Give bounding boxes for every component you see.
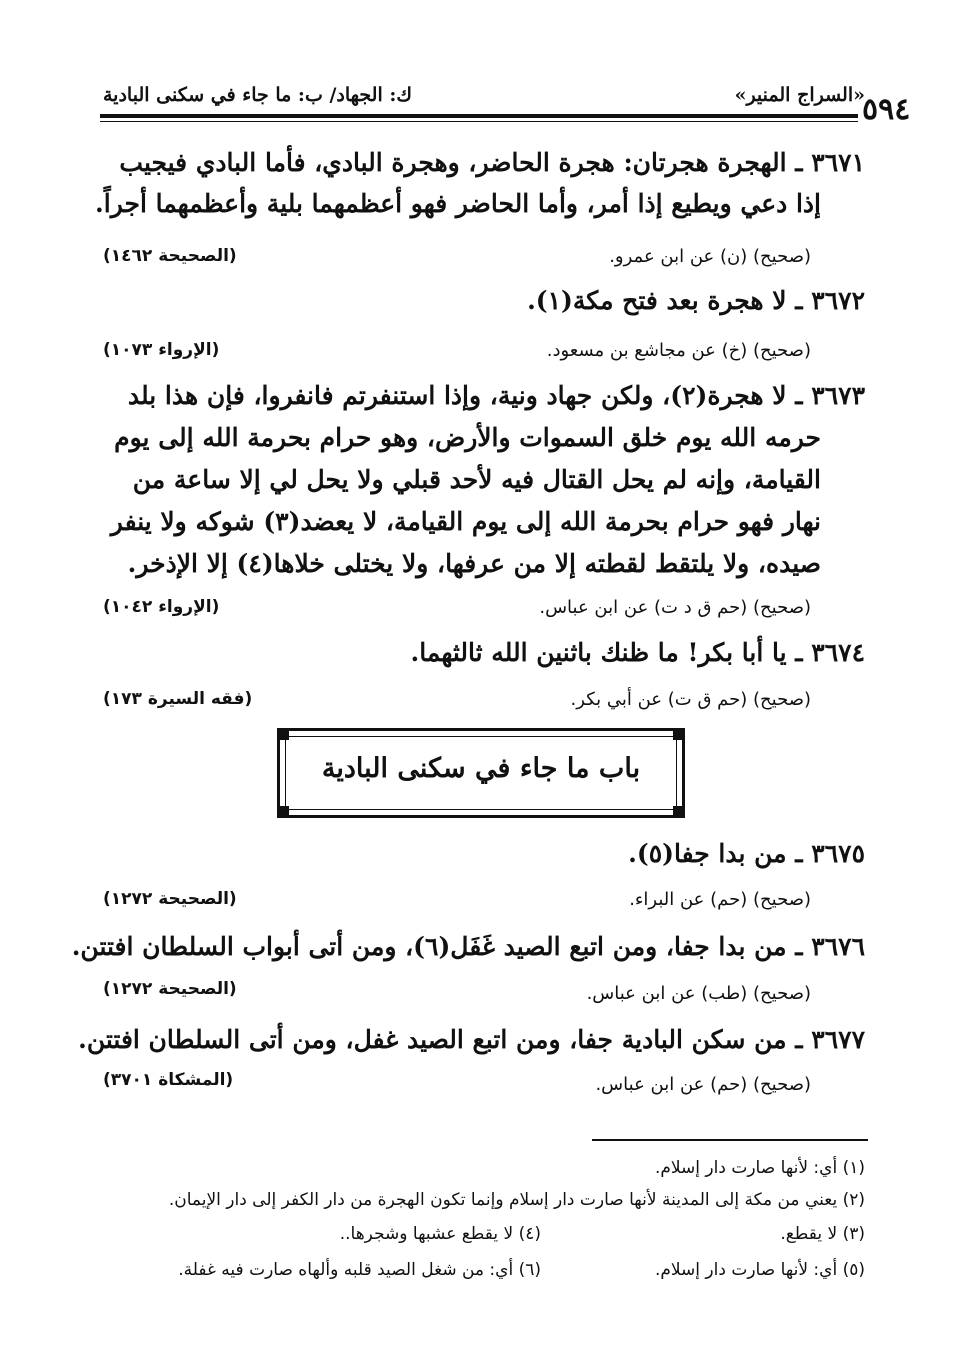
hadith-3671-reference: (الصحيحة ١٤٦٢): [103, 246, 237, 266]
hadith-3673-line-1: ٣٦٧٣ ـ لا هجرة(٢)، ولكن جهاد ونية، وإذا استنفرتم فانفروا، فإن هذا بلد: [127, 381, 865, 410]
chapter-heading-box: [277, 728, 685, 818]
footnote-2: (٢) يعني من مكة إلى المدينة لأنها صارت دار إسلام وإنما تكون الهجرة من دار الكفر إلى دار الإيمان.: [168, 1190, 865, 1210]
hadith-3673-line-4: نهار فهو حرام بحرمة الله إلى يوم القيامة، لا يعضد(٣) شوكه ولا ينفر: [110, 507, 821, 536]
footnote-5: (٥) أي: لأنها صارت دار إسلام.: [654, 1260, 865, 1280]
hadith-3675-line-1: ٣٦٧٥ ـ من بدا جفا(٥).: [628, 839, 865, 868]
footnote-6: (٦) أي: من شغل الصيد قلبه وألهاه صارت فيه غفلة.: [178, 1260, 541, 1280]
hadith-3672-reference: (الإرواء ١٠٧٣): [103, 340, 220, 360]
header-rule: [100, 114, 858, 118]
hadith-3672-grading: (صحيح) (خ) عن مجاشع بن مسعود.: [546, 340, 811, 361]
section-reference: ك: الجهاد/ ب: ما جاء في سكنى البادية: [103, 84, 413, 106]
hadith-3677-line-1: ٣٦٧٧ ـ من سكن البادية جفا، ومن اتبع الصيد غفل، ومن أتى السلطان افتتن.: [78, 1025, 865, 1054]
hadith-3671-line-2: إذا دعي ويطيع إذا أمر، وأما الحاضر فهو أعظمهما بلية وأعظمهما أجراً.: [95, 189, 821, 218]
hadith-3676-reference: (الصحيحة ١٢٧٢): [103, 979, 237, 999]
footnote-3: (٣) لا يقطع.: [780, 1224, 865, 1244]
hadith-3674-line-1: ٣٦٧٤ ـ يا أبا بكر! ما ظنك باثنين الله ثالثهما.: [410, 638, 865, 667]
hadith-3672-line-1: ٣٦٧٢ ـ لا هجرة بعد فتح مكة(١).: [527, 286, 865, 315]
hadith-3677-reference: (المشكاة ٣٧٠١): [103, 1070, 234, 1090]
hadith-3673-line-5: صيده، ولا يلتقط لقطته إلا من عرفها، ولا يختلى خلاها(٤) إلا الإذخر.: [127, 549, 821, 578]
chapter-title: باب ما جاء في سكنى البادية: [321, 753, 641, 784]
hadith-3673-reference: (الإرواء ١٠٤٢): [103, 597, 220, 617]
hadith-3673-line-2: حرمه الله يوم خلق السموات والأرض، وهو حرام بحرمة الله إلى يوم: [114, 423, 821, 452]
header-rule-thin: [100, 121, 858, 122]
hadith-3675-grading: (صحيح) (حم) عن البراء.: [629, 889, 811, 910]
page-number: ٥٩٤: [862, 92, 911, 127]
hadith-3671-line-1: ٣٦٧١ ـ الهجرة هجرتان: هجرة الحاضر، وهجرة البادي، فأما البادي فيجيب: [119, 148, 865, 177]
hadith-3675-reference: (الصحيحة ١٢٧٢): [103, 889, 237, 909]
hadith-3676-grading: (صحيح) (طب) عن ابن عباس.: [586, 983, 811, 1004]
hadith-3671-grading: (صحيح) (ن) عن ابن عمرو.: [609, 246, 811, 267]
footnote-separator: [592, 1139, 868, 1141]
hadith-3673-line-3: القيامة، وإنه لم يحل القتال فيه لأحد قبلي ولا يحل لي إلا ساعة من: [132, 465, 821, 494]
hadith-3673-grading: (صحيح) (حم ق د ت) عن ابن عباس.: [539, 597, 811, 618]
box-corner-ornament: [673, 806, 683, 816]
footnote-1: (١) أي: لأنها صارت دار إسلام.: [654, 1158, 865, 1178]
hadith-3674-reference: (فقه السيرة ١٧٣): [103, 689, 253, 709]
box-corner-ornament: [279, 806, 289, 816]
book-title: «السراج المنير»: [734, 84, 865, 106]
hadith-3677-grading: (صحيح) (حم) عن ابن عباس.: [595, 1074, 811, 1095]
box-corner-ornament: [279, 730, 289, 740]
footnote-4: (٤) لا يقطع عشبها وشجرها..: [339, 1224, 541, 1244]
box-corner-ornament: [673, 730, 683, 740]
hadith-3676-line-1: ٣٦٧٦ ـ من بدا جفا، ومن اتبع الصيد غَفَل(٦)، ومن أتى أبواب السلطان افتتن.: [71, 932, 865, 961]
hadith-3674-grading: (صحيح) (حم ق ت) عن أبي بكر.: [570, 689, 811, 710]
